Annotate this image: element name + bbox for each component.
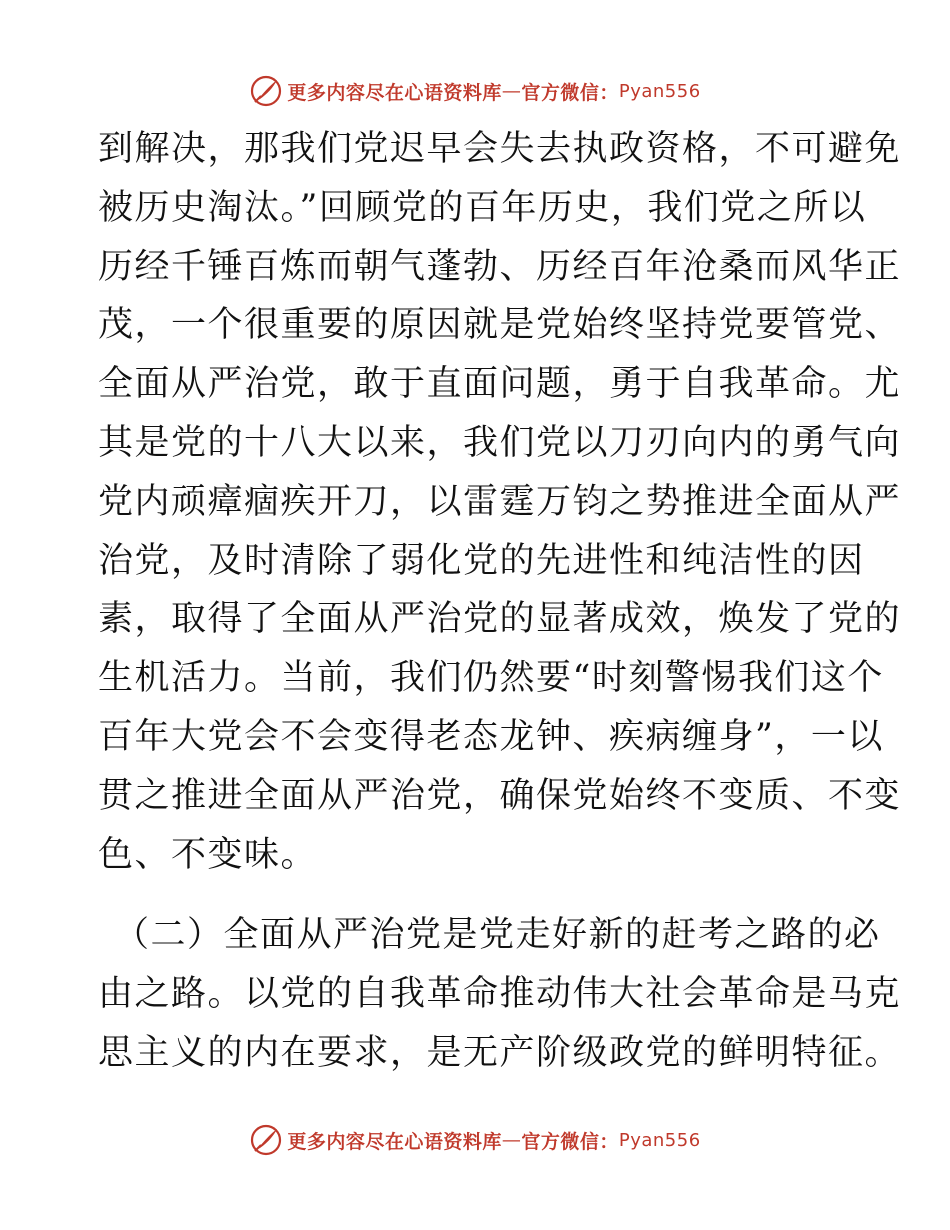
watermark-separator: — xyxy=(501,80,522,102)
text-line: 到解决，那我们党迟早会失去执政资格，不可避免 xyxy=(98,129,902,169)
feather-pen-logo-icon xyxy=(249,1123,283,1157)
text-line: 茂，一个很重要的原因就是党始终坚持党要管党、 xyxy=(98,305,902,346)
text-line: 素，取得了全面从严治党的显著成效，焕发了党的 xyxy=(98,599,902,640)
text-line: 由之路。以党的自我革命推动伟大社会革命是马克 xyxy=(98,974,902,1015)
text-line: 治党，及时清除了弱化党的先进性和纯洁性的因 xyxy=(98,540,865,581)
text-line: 思主义的内在要求，是无产阶级政党的鲜明特征。 xyxy=(98,1032,902,1073)
watermark-separator: — xyxy=(501,1129,522,1151)
document-body xyxy=(98,120,902,1083)
text-line: 历经千锤百炼而朝气蓬勃、历经百年沧桑而风华正 xyxy=(98,246,902,287)
text-line: 被历史淘汰。”回顾党的百年历史，我们党之所以 xyxy=(98,187,867,228)
feather-pen-logo-icon xyxy=(249,74,283,108)
watermark-wechat-id: Pyan556 xyxy=(618,1129,701,1151)
watermark-wechat-label: 官方微信： xyxy=(521,1130,619,1153)
header-watermark xyxy=(0,71,950,111)
text-line: 全面从严治党，敢于直面问题，勇于自我革命。尤 xyxy=(98,364,902,405)
text-line: 其是党的十八大以来，我们党以刀刃向内的勇气向 xyxy=(98,422,902,463)
text-line: 贯之推进全面从严治党，确保党始终不变质、不变 xyxy=(98,775,902,816)
watermark-library-text: 更多内容尽在心语资料库 xyxy=(287,1130,502,1153)
watermark-wechat-label: 官方微信： xyxy=(521,81,619,104)
paragraph-spacer xyxy=(98,884,858,906)
section-heading-line: （二）全面从严治党是党走好新的赶考之路的必 xyxy=(114,915,881,956)
text-line: 百年大党会不会变得老态龙钟、疾病缠身”，一以 xyxy=(98,716,884,757)
watermark-library-text: 更多内容尽在心语资料库 xyxy=(287,81,502,104)
footer-watermark xyxy=(0,1120,950,1160)
watermark-wechat-id: Pyan556 xyxy=(618,80,701,102)
paragraph-2 xyxy=(98,906,902,1082)
paragraph-1 xyxy=(98,120,902,884)
text-line: 生机活力。当前，我们仍然要“时刻警惕我们这个 xyxy=(98,658,884,699)
text-line: 色、不变味。 xyxy=(98,834,318,875)
text-line: 党内顽瘴痼疾开刀，以雷霆万钧之势推进全面从严 xyxy=(98,481,902,522)
